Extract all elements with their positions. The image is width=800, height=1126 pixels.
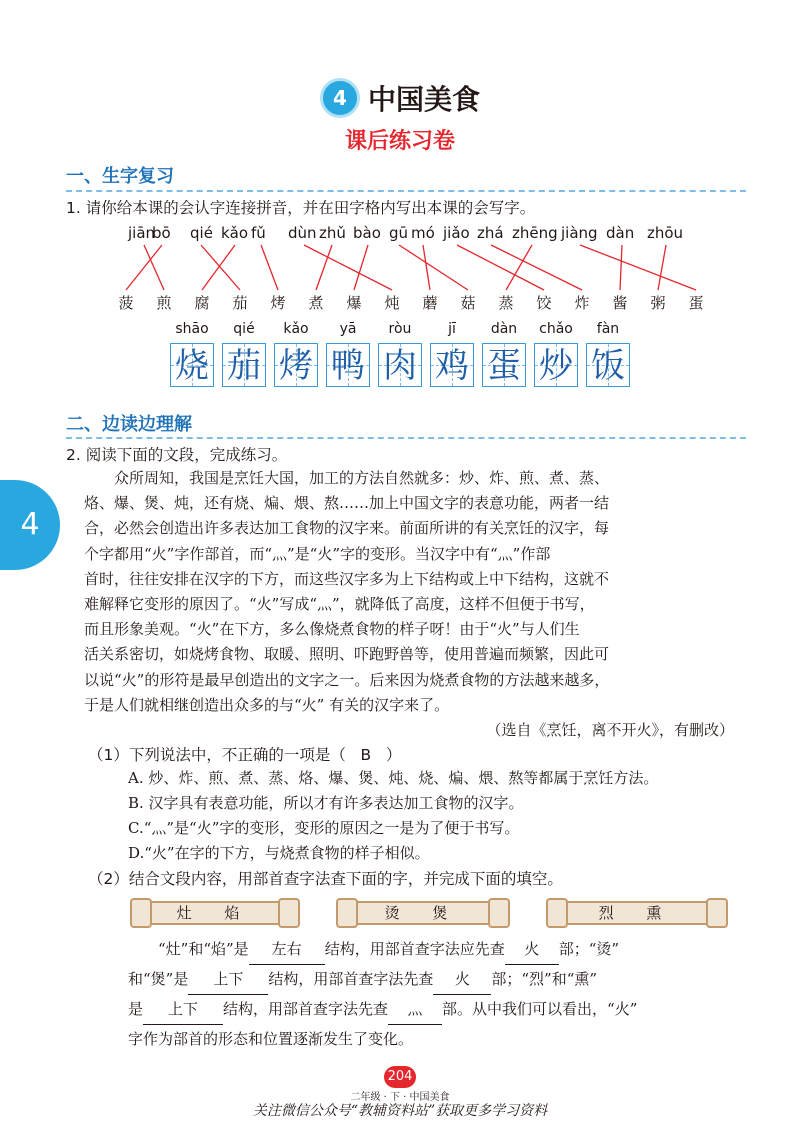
passage-source: （选自《烹饪，离不开火》，有删改）	[486, 721, 734, 739]
grid-character-1: 茄	[227, 346, 261, 386]
pinyin-8[interactable]: gū	[389, 224, 409, 242]
footer-promo: 关注微信公众号“教辅资料站”获取更多学习资料	[252, 1103, 548, 1119]
grid-pinyin-7: chǎo	[539, 321, 573, 337]
subquestion-1	[88, 743, 401, 765]
fill-blank-radical-1[interactable]: 火	[505, 935, 559, 965]
character-11[interactable]: 饺	[536, 294, 552, 312]
page-number-badge: 204	[384, 1066, 416, 1088]
match-line-14	[620, 245, 622, 290]
passage-line-0: 众所周知，我国是烹饪大国，加工的方法自然就多：炒、炸、煎、煮、蒸、	[114, 469, 610, 487]
grid-character-8: 饭	[591, 346, 625, 386]
pinyin-5[interactable]: dùn	[288, 224, 317, 242]
character-14[interactable]: 粥	[650, 294, 666, 312]
banner-0	[130, 898, 300, 928]
fill-blank-radical-2[interactable]: 火	[433, 965, 491, 995]
pinyin-1[interactable]: bō	[152, 224, 171, 242]
character-3[interactable]: 茄	[232, 294, 248, 312]
character-1[interactable]: 煎	[156, 294, 172, 312]
character-7[interactable]: 炖	[384, 294, 400, 312]
character-12[interactable]: 炸	[574, 294, 590, 312]
question-1: 1. 请你给本课的会认字连接拼音，并在田字格内写出本课的会写字。	[66, 199, 536, 217]
page-subtitle: 课后练习卷	[344, 129, 455, 154]
pinyin-4[interactable]: fǔ	[251, 224, 266, 242]
tianzige-cell-4[interactable]	[378, 343, 422, 387]
passage-line-1: 烙、爆、煲、炖，还有烧、煸、煨、熬……加上中国文字的表意功能，两者一结	[84, 494, 610, 513]
pinyin-6[interactable]: zhǔ	[319, 224, 346, 242]
grid-pinyin-2: kǎo	[283, 321, 309, 337]
option-D: D.“火”在字的下方，与烧煮食物的样子相似。	[128, 844, 430, 862]
character-8[interactable]: 蘑	[422, 294, 438, 312]
match-line-7	[354, 245, 368, 290]
grid-character-7: 炒	[539, 346, 573, 386]
grid-character-2: 烤	[279, 346, 313, 386]
question-2: 2. 阅读下面的文段，完成练习。	[66, 446, 288, 464]
answer-options	[128, 766, 658, 866]
fill-text: 部。从中我们可以看出，“火”	[442, 1000, 638, 1018]
fill-line-1	[128, 935, 738, 965]
match-line-9	[423, 245, 430, 290]
pinyin-9[interactable]: mó	[411, 224, 435, 242]
fill-text: 结构，用部首查字法应先查	[324, 940, 505, 958]
fill-text: “灶”和“焰”是	[158, 940, 249, 958]
passage-line-5: 难解释它变形的原因了。“火”写成“灬”，就降低了高度，这样不但便于书写，	[84, 595, 595, 614]
passage-line-3: 个字都用“火”字作部首，而“灬”是“火”字的变形。当汉字中有“灬”作部	[84, 544, 551, 563]
grid-character-6: 蛋	[487, 346, 521, 386]
fill-text: 部；“烫”	[558, 940, 620, 958]
fill-blank-radical-3[interactable]: 灬	[388, 995, 442, 1025]
character-5[interactable]: 煮	[308, 294, 324, 312]
character-4[interactable]: 烤	[270, 294, 286, 312]
grid-pinyin-3: yā	[339, 321, 357, 337]
pinyin-14[interactable]: dàn	[606, 224, 635, 242]
fill-blank-structure-3[interactable]: 上下	[143, 995, 223, 1025]
fill-line-4: 字作为部首的形态和位置逐渐发生了变化。	[128, 1030, 414, 1048]
fill-blank-structure-1[interactable]: 左右	[249, 935, 325, 965]
grid-character-3: 鸭	[331, 346, 365, 386]
pinyin-13[interactable]: jiàng	[561, 224, 598, 242]
tianzige-cell-5[interactable]	[430, 343, 474, 387]
match-line-10	[457, 245, 544, 290]
grid-pinyin-6: dàn	[490, 321, 518, 337]
grid-pinyin-5: jī	[448, 321, 456, 337]
passage-line-4: 首时，往往安排在汉字的下方，而这些汉字多为上下结构或上中下结构，这就不	[84, 569, 610, 588]
tianzige-cell-8[interactable]	[586, 343, 630, 387]
page-title: 中国美食	[367, 83, 480, 116]
passage-line-2: 合，必然会创造出许多表达加工食物的汉字来。前面所讲的有关烹饪的汉字，每	[84, 519, 610, 538]
fill-text: 和“煲”是	[128, 970, 189, 988]
grid-pinyin-1: qié	[233, 321, 255, 337]
match-line-15	[658, 245, 666, 290]
tianzige-cell-0[interactable]	[170, 343, 214, 387]
fill-in-paragraph	[128, 935, 738, 1054]
subquestion-1-close: ）	[385, 746, 402, 764]
section-1-title: 一、生字复习	[66, 166, 174, 187]
passage-line-8: 以说“火”的形符是最早创造出的文字之一。后来因为烧煮食物的方法越来越多，	[84, 670, 610, 689]
lesson-number-badge: 4	[320, 78, 360, 118]
match-line-8	[399, 245, 468, 290]
match-line-12	[506, 245, 532, 290]
subquestion-1-text: （1）下列说法中，不正确的一项是（	[88, 746, 346, 764]
character-10[interactable]: 蒸	[498, 294, 514, 312]
pinyin-15[interactable]: zhōu	[647, 224, 684, 242]
match-line-0	[144, 245, 164, 290]
banner-2	[546, 898, 728, 928]
fill-text: 是	[128, 1000, 144, 1018]
tianzige-cell-1[interactable]	[222, 343, 266, 387]
pinyin-3[interactable]: kǎo	[221, 224, 249, 242]
option-A: A. 炒、炸、煎、煮、蒸、烙、爆、煲、炖、烧、煸、煨、熬等都属于烹饪方法。	[128, 769, 659, 787]
grid-pinyin-4: ròu	[388, 321, 412, 337]
banner-text-1: 烫 煲	[384, 904, 462, 922]
fill-blank-structure-2[interactable]: 上下	[188, 965, 268, 995]
subquestion-2: （2）结合文段内容，用部首查字法查下面的字，并完成下面的填空。	[88, 870, 563, 888]
character-13[interactable]: 酱	[612, 294, 628, 312]
fill-text: 部；“烈”和“熏”	[491, 970, 598, 988]
tianzige-cell-7[interactable]	[534, 343, 578, 387]
banner-text-2: 烈 熏	[598, 904, 676, 922]
character-15[interactable]: 蛋	[688, 294, 704, 312]
fill-line-2	[128, 965, 738, 995]
pinyin-11[interactable]: zhá	[477, 224, 504, 242]
matching-lines	[0, 0, 800, 320]
banner-1	[336, 898, 510, 928]
subquestion-1-answer[interactable]: B	[360, 746, 372, 764]
pinyin-2[interactable]: qié	[190, 224, 213, 242]
grid-character-4: 肉	[383, 346, 417, 386]
tianzige-cell-2[interactable]	[274, 343, 318, 387]
match-line-4	[261, 245, 278, 290]
passage-line-7: 活关系密切，如烧烤食物、取暖、照明、吓跑野兽等，使用普遍而频繁，因此可	[84, 645, 610, 664]
match-line-13	[580, 245, 696, 290]
character-2[interactable]: 腐	[194, 294, 210, 312]
grid-character-0: 烧	[175, 346, 209, 386]
passage-line-6: 而且形象美观。“火”在下方，多么像烧煮食物的样子呀！由于“火”与人们生	[84, 620, 580, 639]
pinyin-12[interactable]: zhēng	[512, 224, 558, 242]
footer-grade-line: 二年级 · 下 · 中国美食	[350, 1092, 450, 1103]
banner-text-0: 灶 焰	[176, 904, 254, 922]
character-0[interactable]: 菠	[118, 294, 134, 312]
character-9[interactable]: 菇	[460, 294, 476, 312]
character-6[interactable]: 爆	[346, 294, 362, 312]
match-line-1	[126, 245, 162, 290]
pinyin-7[interactable]: bào	[353, 224, 381, 242]
reading-passage	[84, 466, 734, 718]
fill-line-3	[128, 995, 738, 1025]
chapter-side-tab: 4	[0, 480, 60, 570]
grid-character-5: 鸡	[435, 346, 469, 386]
pinyin-10[interactable]: jiǎo	[443, 224, 470, 242]
tianzige-cell-6[interactable]	[482, 343, 526, 387]
match-line-11	[491, 245, 582, 290]
fill-text: 结构，用部首查字法先查	[268, 970, 434, 988]
tianzige-cell-3[interactable]	[326, 343, 370, 387]
match-line-5	[304, 245, 392, 290]
grid-pinyin-0: shāo	[175, 321, 209, 337]
grid-pinyin-8: fàn	[596, 321, 620, 337]
option-B: B. 汉字具有表意功能，所以才有许多表达加工食物的汉字。	[128, 794, 524, 812]
pinyin-0[interactable]: jiān	[128, 224, 156, 242]
passage-line-9: 于是人们就相继创造出众多的与“火” 有关的汉字来了。	[84, 695, 450, 714]
fill-text: 结构，用部首查字法先查	[223, 1000, 389, 1018]
option-C: C.“灬”是“火”字的变形，变形的原因之一是为了便于书写。	[128, 819, 520, 837]
section-2-divider	[66, 437, 746, 439]
section-2-title: 二、边读边理解	[66, 414, 192, 435]
